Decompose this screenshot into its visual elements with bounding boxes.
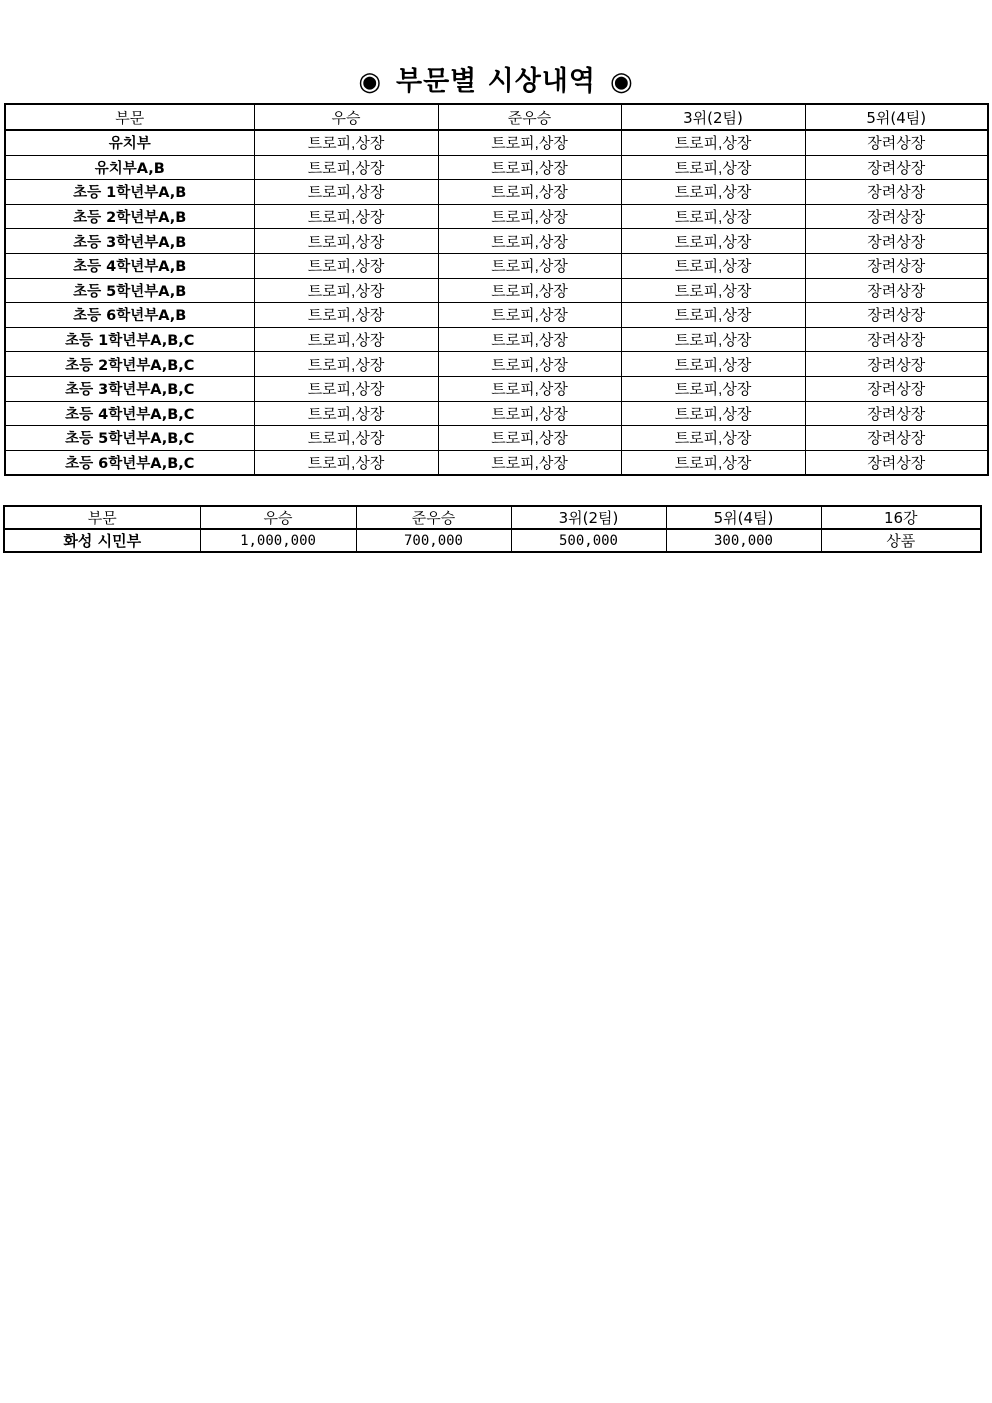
division-cell: 초등 2학년부A,B,C <box>5 352 254 377</box>
table-row <box>5 130 988 155</box>
award-cell: 트로피,상장 <box>438 327 621 352</box>
table-row <box>5 352 988 377</box>
award-cell: 장려상장 <box>805 155 988 180</box>
award-cell: 트로피,상장 <box>621 352 805 377</box>
award-cell: 트로피,상장 <box>621 155 805 180</box>
award-cell: 장려상장 <box>805 450 988 475</box>
table-row <box>5 155 988 180</box>
award-cell: 트로피,상장 <box>621 426 805 451</box>
award-cell: 트로피,상장 <box>254 352 438 377</box>
award-cell: 트로피,상장 <box>254 253 438 278</box>
column-header: 16강 <box>821 506 981 529</box>
award-cell: 트로피,상장 <box>438 180 621 205</box>
division-cell: 초등 4학년부A,B,C <box>5 401 254 426</box>
table-row <box>5 180 988 205</box>
award-cell: 장려상장 <box>805 180 988 205</box>
award-cell: 트로피,상장 <box>254 204 438 229</box>
award-table <box>4 103 989 476</box>
award-cell: 트로피,상장 <box>438 303 621 328</box>
table-header-row <box>4 506 981 529</box>
award-cell: 장려상장 <box>805 376 988 401</box>
award-cell: 장려상장 <box>805 278 988 303</box>
prize-table <box>3 505 982 553</box>
division-cell: 초등 1학년부A,B <box>5 180 254 205</box>
award-cell: 장려상장 <box>805 401 988 426</box>
award-cell: 트로피,상장 <box>621 450 805 475</box>
award-cell: 트로피,상장 <box>438 130 621 155</box>
award-cell: 트로피,상장 <box>438 278 621 303</box>
award-cell: 트로피,상장 <box>254 303 438 328</box>
table-row <box>5 327 988 352</box>
table-row <box>5 303 988 328</box>
column-header: 우승 <box>254 104 438 130</box>
table-row <box>5 204 988 229</box>
division-cell: 초등 1학년부A,B,C <box>5 327 254 352</box>
award-cell: 트로피,상장 <box>438 426 621 451</box>
award-cell: 트로피,상장 <box>438 352 621 377</box>
column-header: 3위(2팀) <box>621 104 805 130</box>
award-cell: 트로피,상장 <box>438 204 621 229</box>
table-row <box>5 229 988 254</box>
award-cell: 장려상장 <box>805 303 988 328</box>
award-cell: 트로피,상장 <box>254 180 438 205</box>
table-row <box>4 529 981 552</box>
award-cell: 트로피,상장 <box>254 327 438 352</box>
division-cell: 초등 3학년부A,B,C <box>5 376 254 401</box>
award-cell: 트로피,상장 <box>621 180 805 205</box>
division-cell: 초등 5학년부A,B <box>5 278 254 303</box>
award-cell: 700,000 <box>356 529 511 552</box>
column-header: 준우승 <box>356 506 511 529</box>
award-cell: 트로피,상장 <box>438 155 621 180</box>
award-cell: 트로피,상장 <box>621 229 805 254</box>
table-row <box>5 253 988 278</box>
column-header: 5위(4팀) <box>666 506 821 529</box>
division-cell: 화성 시민부 <box>4 529 200 552</box>
column-header: 준우승 <box>438 104 621 130</box>
award-cell: 트로피,상장 <box>621 303 805 328</box>
award-cell: 트로피,상장 <box>621 401 805 426</box>
award-cell: 트로피,상장 <box>621 253 805 278</box>
division-cell: 유치부 <box>5 130 254 155</box>
award-cell: 트로피,상장 <box>438 401 621 426</box>
award-cell: 트로피,상장 <box>438 376 621 401</box>
table-header-row <box>5 104 988 130</box>
division-cell: 초등 6학년부A,B <box>5 303 254 328</box>
award-cell: 트로피,상장 <box>621 130 805 155</box>
award-cell: 트로피,상장 <box>254 278 438 303</box>
award-cell: 트로피,상장 <box>254 229 438 254</box>
division-cell: 초등 3학년부A,B <box>5 229 254 254</box>
page-title <box>0 62 992 102</box>
award-cell: 트로피,상장 <box>254 450 438 475</box>
award-cell: 장려상장 <box>805 204 988 229</box>
column-header: 부문 <box>4 506 200 529</box>
award-cell: 트로피,상장 <box>254 426 438 451</box>
award-cell: 트로피,상장 <box>621 327 805 352</box>
table-row <box>5 426 988 451</box>
award-cell: 트로피,상장 <box>438 229 621 254</box>
award-cell: 장려상장 <box>805 229 988 254</box>
award-cell: 장려상장 <box>805 352 988 377</box>
column-header: 5위(4팀) <box>805 104 988 130</box>
award-cell: 트로피,상장 <box>621 376 805 401</box>
table-row <box>5 450 988 475</box>
bullet-circle-icon: ◉ <box>609 67 634 97</box>
award-cell: 장려상장 <box>805 426 988 451</box>
column-header: 부문 <box>5 104 254 130</box>
award-cell: 트로피,상장 <box>438 450 621 475</box>
division-cell: 초등 4학년부A,B <box>5 253 254 278</box>
award-cell: 트로피,상장 <box>254 376 438 401</box>
award-cell: 장려상장 <box>805 130 988 155</box>
column-header: 3위(2팀) <box>511 506 666 529</box>
bullet-circle-icon: ◉ <box>358 67 382 97</box>
title-text: 부문별 시상내역 <box>396 66 596 97</box>
award-cell: 장려상장 <box>805 253 988 278</box>
division-cell: 초등 5학년부A,B,C <box>5 426 254 451</box>
award-cell: 1,000,000 <box>200 529 356 552</box>
award-cell: 상품 <box>821 529 981 552</box>
award-cell: 500,000 <box>511 529 666 552</box>
award-cell: 트로피,상장 <box>438 253 621 278</box>
table-row <box>5 376 988 401</box>
table-row <box>5 401 988 426</box>
division-cell: 초등 2학년부A,B <box>5 204 254 229</box>
award-cell: 300,000 <box>666 529 821 552</box>
division-cell: 초등 6학년부A,B,C <box>5 450 254 475</box>
award-cell: 트로피,상장 <box>621 278 805 303</box>
column-header: 우승 <box>200 506 356 529</box>
award-cell: 트로피,상장 <box>621 204 805 229</box>
award-cell: 트로피,상장 <box>254 130 438 155</box>
table-row <box>5 278 988 303</box>
division-cell: 유치부A,B <box>5 155 254 180</box>
award-cell: 트로피,상장 <box>254 401 438 426</box>
award-cell: 트로피,상장 <box>254 155 438 180</box>
award-cell: 장려상장 <box>805 327 988 352</box>
